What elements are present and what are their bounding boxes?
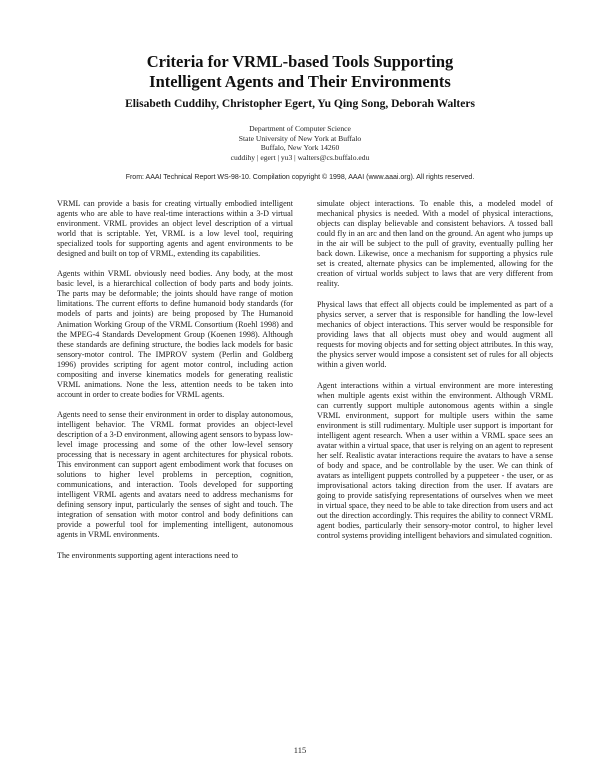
right-column: [317, 199, 553, 552]
left-column: [57, 199, 293, 571]
body-paragraph: simulate object interactions. To enable this, a modeled model of mechanical physics is needed. With a model of physical interactions, objects can display believable and consistent behaviors. A tossed ball could fly in an arc and then land on the ground. An agent who jumps up in the air will be subject to the pull of gravity, eventually pulling her back down. Likewise, once a mechanism for supporting a physics rule set is created, alternate physics can be implemented, allowing for the creation of virtual worlds subject to laws that are very different from reality.: [317, 199, 553, 289]
affiliation-city: Buffalo, New York 14260: [260, 143, 340, 153]
body-paragraph: Physical laws that effect all objects could be implemented as part of a physics server, a server that is responsible for handling the low-level mechanics of object interactions. This server would be responsible for providing laws that all objects must obey and would augment all requests for moving objects and for setting object attributes. In this way, the physics server would impose a consistent set of rules for all objects within a given world.: [317, 299, 553, 370]
body-paragraph: VRML can provide a basis for creating virtually embodied intelligent agents who are able to have real-time interactions within a 3-D virtual environment. VRML provides an object level description of a virtual world that is scriptable. Yet, VRML is a low level tool, requiring specialized tools for supporting agents and agent environments to be designed and built on top of VRML, extending its capabilities.: [57, 199, 293, 259]
copyright-notice: From: AAAI Technical Report WS-98-10. Compilation copyright © 1998, AAAI (www.aaai.org). All rights reserved.: [125, 174, 475, 181]
author-list: Elisabeth Cuddihy, Christopher Egert, Yu Qing Song, Deborah Walters: [125, 98, 475, 110]
affiliation-university: State University of New York at Buffalo: [238, 133, 362, 143]
body-paragraph: The environments supporting agent interactions need to: [57, 550, 238, 560]
title-line-2: Intelligent Agents and Their Environments: [149, 72, 451, 91]
affiliation-department: Department of Computer Science: [249, 124, 351, 133]
title-line-1: Criteria for VRML-based Tools Supporting: [146, 52, 454, 71]
affiliation-email: cuddihy | egert | yu3 | walters@cs.buffalo.edu: [230, 152, 370, 162]
body-paragraph: Agent interactions within a virtual environment are more interesting when multiple agents exist within the environment. Although VRML can currently support multiple autonomous agents within a single VRML environment, support for multiple users within the same environment is still rudimentary. Multiple user support is important for intelligent agent research. When a user within a VRML space sees an avatar within a virtual space, that user is relying on an agent to represent her self. Realistic avatar interactions require the avatars to have a sense of body and space, and be controllable by the user. We can think of avatars as intelligent puppets controlled by a puppeteer - the user, or as improvisational actors taking direction from the user. If avatars are going to provide satisfying representations of ourselves when we meet in virtual space, they need to be able to take direction from users and act out the direction accordingly. This requires the ability to connect VRML agent bodies, particularly their sensory-motor control, to higher level control systems providing intelligent behaviors and simulated cognition.: [317, 380, 553, 541]
body-paragraph: Agents within VRML obviously need bodies. Any body, at the most basic level, is a hierarchical collection of body parts and body joints. The parts may be deformable; the joints should have range of motion limitations. The current efforts to define humanoid body standards (for models of parts and joints) are being proposed by The Humanoid Animation Working Group of the VRML Consortium (Roehl 1998) and the MPEG-4 Standards Development Group (Koenen 1998). Although these standards are defining structure, the bodies lack models for basic sensory-motor control. The IMPROV system (Perlin and Goldberg 1996) provides scripting for agent motor control, including action compositing and inverse kinematics models for generating realistic VRML animations. None the less, attention needs to be taken into account in order to create bodies for VRML agents.: [57, 269, 293, 399]
page-number: 115: [293, 745, 307, 755]
body-paragraph: Agents need to sense their environment in order to display autonomous, intelligent behavior. The VRML format provides an object-level description of a 3-D environment, allowing agent sensors to bypass low-level image processing and some of the other low-level sensory processing that is necessary in agent architectures for physical robots. This environment can support agent embodiment work that focuses on solutions to higher level problems in perception, cognition, communications, and interaction. Tools developed for supporting intelligent VRML agents and avatars need to address mechanisms for defining sensory input, particularly the senses of sight and touch. The integration of sensation with motor control and body definitions can provide a powerful tool for implementing intelligent, autonomous agents in VRML environments.: [57, 409, 293, 540]
affiliation-block: [0, 124, 600, 162]
paper-title: [0, 52, 600, 92]
